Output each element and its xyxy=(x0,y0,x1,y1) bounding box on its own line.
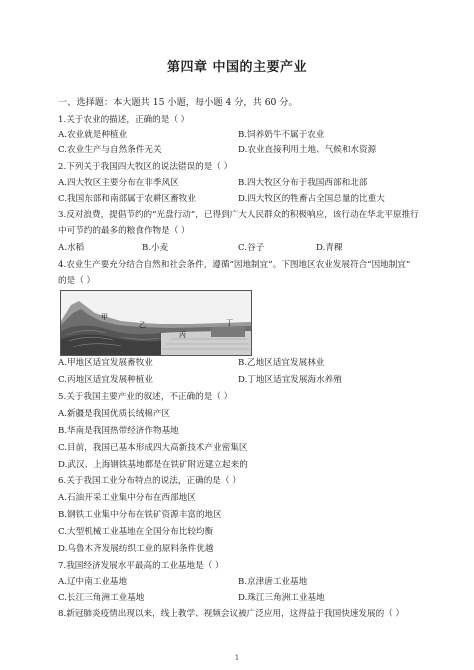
question-7-option-c: C.长江三角洲工业基地 xyxy=(58,593,145,603)
question-4-option-c: C.丙地区适宜发展种植业 xyxy=(58,375,153,385)
figure-label-bing: 丙 xyxy=(179,331,186,339)
question-4-option-b: B.乙地区适宜发展林业 xyxy=(238,358,325,368)
question-3-option-c: C.谷子 xyxy=(238,243,265,253)
question-2-option-c: C.我国东部和南部属于农耕区畜牧业 xyxy=(58,194,196,204)
question-6-option-c: C.大型机械工业基地在全国分布比较均衡 xyxy=(58,527,214,537)
section-heading: 一、选择题：本大题共 15 小题，每小题 4 分，共 60 分。 xyxy=(58,97,298,108)
figure-label-ding: 丁 xyxy=(226,319,233,327)
question-5-option-d: D.武汉、上海钢铁基地都是在铁矿附近建立起来的 xyxy=(58,460,248,470)
terrain-illustration xyxy=(61,291,251,355)
chapter-title: 第四章 中国的主要产业 xyxy=(166,60,308,75)
question-3-option-b: B.小麦 xyxy=(142,243,169,253)
question-3-stem-line-2: 中可节约的最多的粮食作物是（ ） xyxy=(58,226,190,236)
question-5-option-b: B.华南是我国热带经济作物基地 xyxy=(58,426,179,436)
question-2-option-d: D.四大牧区的牲畜占全国总量的比重大 xyxy=(238,194,385,204)
question-6-option-b: B.钢铁工业集中分布在铁矿资源丰富的地区 xyxy=(58,510,222,520)
question-6-option-a: A.石油开采工业集中分布在西部地区 xyxy=(58,493,196,503)
question-2-stem: 2.下列关于我国四大牧区的说法错误的是（ ） xyxy=(58,162,233,172)
question-5-option-c: C.目前，我国已基本形成四大高新技术产业密集区 xyxy=(58,443,248,453)
page-number: 1 xyxy=(234,654,240,662)
question-4-stem-line-1: 4.农业生产要充分结合自然和社会条件，遵循“因地制宜”。下图地区农业发展符合“因地制宜” xyxy=(58,260,411,270)
question-1-stem: 1.关于农业的描述，正确的是（ ） xyxy=(58,115,190,125)
question-3-option-a: A.水稻 xyxy=(58,243,85,253)
question-7-stem: 7.我国经济发展水平最高的工业基地是（ ） xyxy=(58,561,224,571)
question-7-option-d: D.珠江三角洲工业基地 xyxy=(238,593,325,603)
question-5-option-a: A.新疆是我国优质长绒棉产区 xyxy=(58,409,171,419)
question-8-stem: 8.新冠肺炎疫情出现以来，线上教学、视频会议被广泛应用，这得益于我国快速发展的（ ） xyxy=(58,609,405,619)
question-6-option-d: D.乌鲁木齐发展纺织工业的原料条件优越 xyxy=(58,544,214,554)
question-7-option-b: B.京津唐工业基地 xyxy=(238,577,308,587)
question-4-option-a: A.甲地区适宜发展畜牧业 xyxy=(58,358,153,368)
terrain-figure xyxy=(60,290,252,356)
question-3-option-d: D.青稞 xyxy=(316,243,343,253)
question-4-stem-line-2: 的是（ ） xyxy=(58,276,96,286)
question-2-option-a: A.四大牧区主要分布在非季风区 xyxy=(58,178,179,188)
question-7-option-a: A.辽中南工业基地 xyxy=(58,577,128,587)
question-1-option-c: C.农业生产与自然条件无关 xyxy=(58,145,162,155)
question-1-option-a: A.农业就是种植业 xyxy=(58,130,128,140)
question-5-stem: 5.关于我国主要产业的叙述，不正确的是（ ） xyxy=(58,392,233,402)
figure-label-jia: 甲 xyxy=(101,313,108,321)
question-2-option-b: B.四大牧区分布于我国西部和北部 xyxy=(238,178,368,188)
figure-label-yi: 乙 xyxy=(139,321,146,329)
question-6-stem: 6.关于我国工业分布特点的说法，正确的是（ ） xyxy=(58,476,241,486)
question-1-option-d: D.农业直接利用土地、气候和水资源 xyxy=(238,145,377,155)
question-4-option-d: D.丁地区适宜发展海水养殖 xyxy=(238,375,342,385)
question-3-stem-line-1: 3.反对浪费，提倡节约的“光盘行动”，已得到广大人民群众的积极响应，该行动在华北平原推行 xyxy=(58,210,419,220)
question-1-option-b: B.饲养奶牛不属于农业 xyxy=(238,130,325,140)
